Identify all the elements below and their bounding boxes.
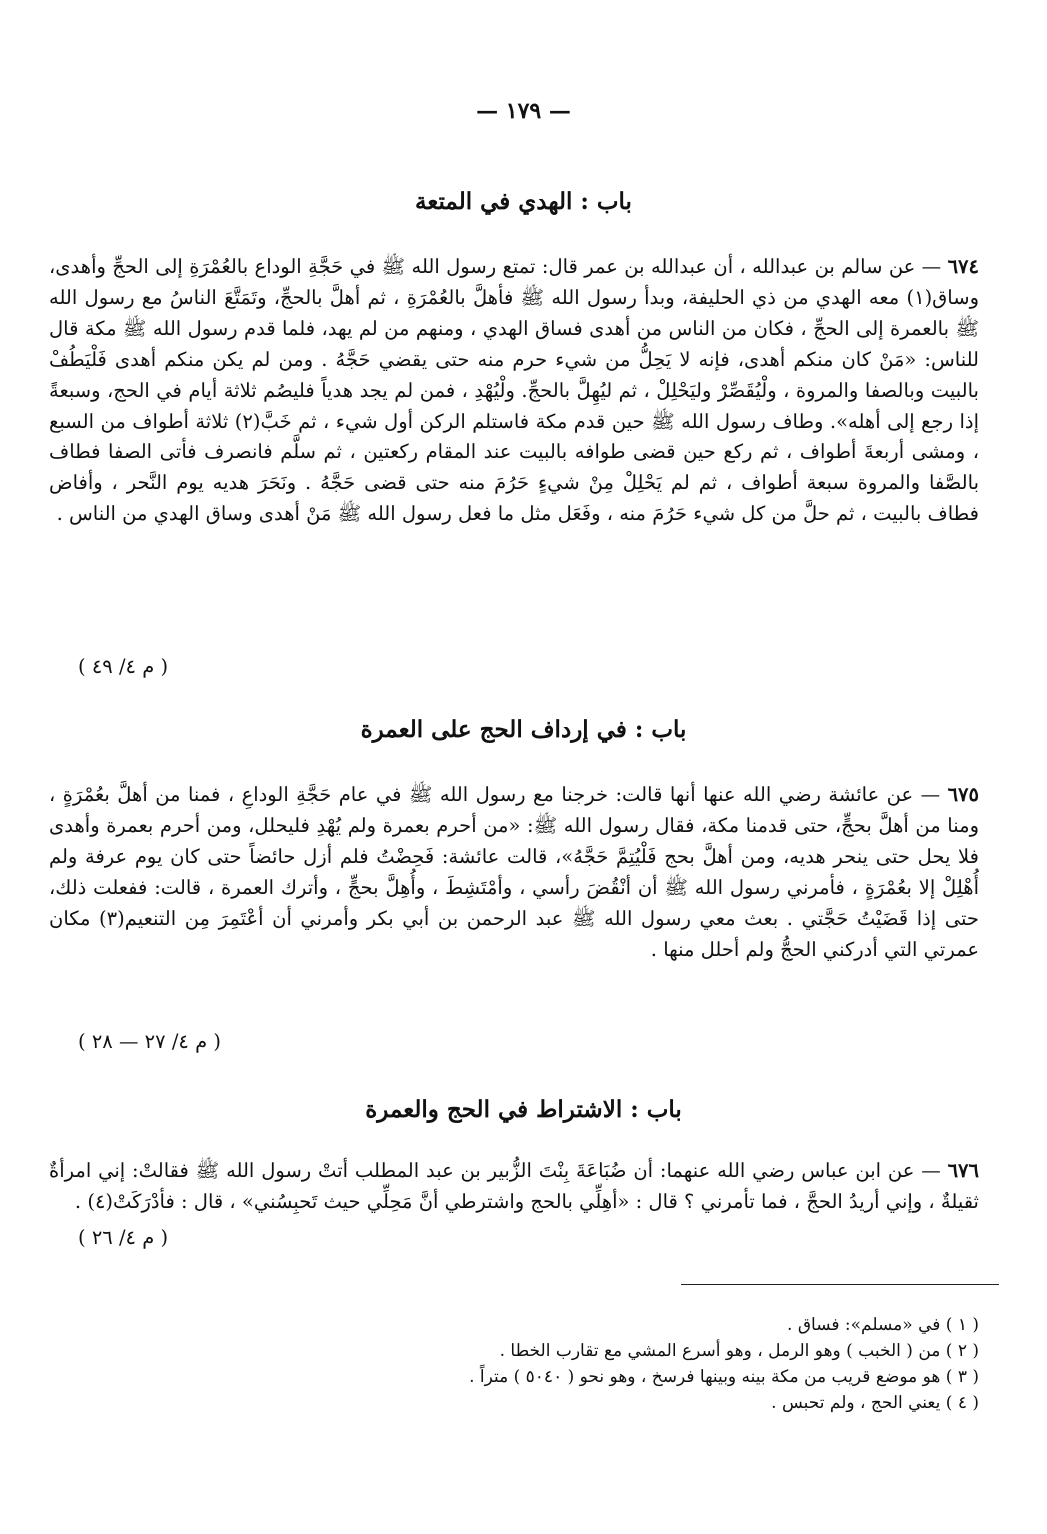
hadith-675 <box>49 780 979 965</box>
footnote-2: ( ٢ ) من ( الخبب ) وهو الرمل ، وهو أسرع المشي مع تقارب الخطا . <box>499 1341 979 1361</box>
hadith-reference: ( م ٤/ ٢٧ — ٢٨ ) <box>78 1030 221 1053</box>
chapter-heading-irdaf-hajj: باب : في إرداف الحج على العمرة <box>360 716 687 743</box>
hadith-676 <box>49 1156 979 1218</box>
hadith-reference: ( م ٤/ ٢٦ ) <box>78 1226 169 1249</box>
hadith-674 <box>49 252 979 530</box>
page-number: — ١٧٩ — <box>476 98 571 124</box>
hadith-number: ٦٧٥ <box>947 783 979 806</box>
footnote-4: ( ٤ ) يعني الحج ، ولم تحبس . <box>771 1393 979 1413</box>
hadith-text: — عن عائشة رضي الله عنها أنها قالت: خرجنا مع رسول الله ﷺ في عام حَجَّةِ الوداعِ ، فمنا من أهلَّ بعُمْرَةٍ ، ومنا من أهلَّ بحجٍّ، حتى قدمنا مكة، فقال رسول الله ﷺ: «من أحرم بعمرة ولم يُهْدِ فليحلل، ومن أحرم بعمرة وأهدى فلا يحل حتى ينحر هديه، ومن أهلَّ بحج فَلْيُتِمَّ حَجَّهُ»، قالت عائشة: فَحِضْتُ فلم أزل حائضاً حتى كان يوم عرفة ولم أُهْلِلْ إلا بعُمْرَةٍ ، فأمرني رسول الله ﷺ أن أنْقُضَ رأسي ، وأمْتَشِطَ ، وأُهِلَّ بحجٍّ ، وأترك العمرة ، قالت: ففعلت ذلك، حتى إذا قَضَيْتُ حَجَّتي . بعث معي رسول الله ﷺ عبد الرحمن بن أبي بكر وأمرني أن أعْتَمِرَ مِن التنعيم(٣) مكان عمرتي التي أدركني الحجُّ ولم أحلل منها . <box>49 783 979 961</box>
hadith-text: — عن سالم بن عبدالله ، أن عبدالله بن عمر قال: تمتع رسول الله ﷺ في حَجَّةِ الوداع بالعُمْرَةِ إلى الحجِّ وأهدى، وساق(١) معه الهدي من ذي الحليفة، وبدأ رسول الله ﷺ فأهلَّ بالعُمْرَةِ ، ثم أهلَّ بالحجِّ، وتَمَتَّعَ الناسُ مع رسول الله ﷺ بالعمرة إلى الحجِّ ، فكان من الناس من أهدى فساق الهدي ، ومنهم من لم يهد، فلما قدم رسول الله ﷺ مكة قال للناس: «مَنْ كان منكم أهدى، فإنه لا يَحِلُّ من شيء حرم منه حتى يقضي حَجَّهُ . ومن لم يكن منكم أهدى فَلْيَطُفْ بالبيت وبالصفا والمروة ، ولْيُقَصِّرْ وليَحْلِلْ ، ثم ليُهِلَّ بالحجِّ. ولْيُهْدِ ، فمن لم يجد هدياً فليصُم ثلاثة أيام في الحج، وسبعةً إذا رجع إلى أهله». وطاف رسول الله ﷺ حين قدم مكة فاستلم الركن أول شيء ، ثم خَبَّ(٢) ثلاثة أطواف من السبع ، ومشى أربعةَ أطواف ، ثم ركع حين قضى طوافه بالبيت عند المقام ركعتين ، ثم سلَّم فانصرف فأتى الصفا فطاف بالصَّفا والمروة سبعة أطواف ، ثم لم يَحْلِلْ مِنْ شيءٍ حَرُمَ منه حتى قضى حَجَّهُ . ونَحَرَ هديه يوم النَّحر ، وأفاض فطاف بالبيت ، ثم حلَّ من كل شيء حَرُمَ منه ، وفَعَل مثل ما فعل رسول الله ﷺ مَنْ أهدى وساق الهدي من الناس . <box>49 255 980 526</box>
chapter-heading-hady-mutah: باب : الهدي في المتعة <box>415 188 632 215</box>
hadith-text: — عن ابن عباس رضي الله عنهما: أن ضُبَاعَةَ بِنْتَ الزُّبير بن عبد المطلب أتتْ رسول الله ﷺ فقالتْ: إني امرأةٌ ثقيلةٌ ، وإني أريدُ الحجَّ ، فما تأمرني ؟ قال : «أهِلِّي بالحج واشترطي أنَّ مَحِلِّي حيث تَحبِسُني» ، قال : فأدْرَكَتْ(٤) . <box>49 1159 979 1213</box>
footnote-3: ( ٣ ) هو موضع قريب من مكة بينه وبينها فرسخ ، وهو نحو ( ٥٠٤٠ ) متراً . <box>469 1367 979 1387</box>
footnote-1: ( ١ ) في «مسلم»: فساق . <box>787 1315 979 1335</box>
footnote-divider <box>681 1284 999 1285</box>
chapter-heading-ishtirat: باب : الاشتراط في الحج والعمرة <box>365 1096 682 1123</box>
hadith-number: ٦٧٤ <box>947 255 979 278</box>
hadith-reference: ( م ٤/ ٤٩ ) <box>78 655 169 678</box>
footnotes <box>49 1312 979 1416</box>
hadith-number: ٦٧٦ <box>947 1159 979 1182</box>
